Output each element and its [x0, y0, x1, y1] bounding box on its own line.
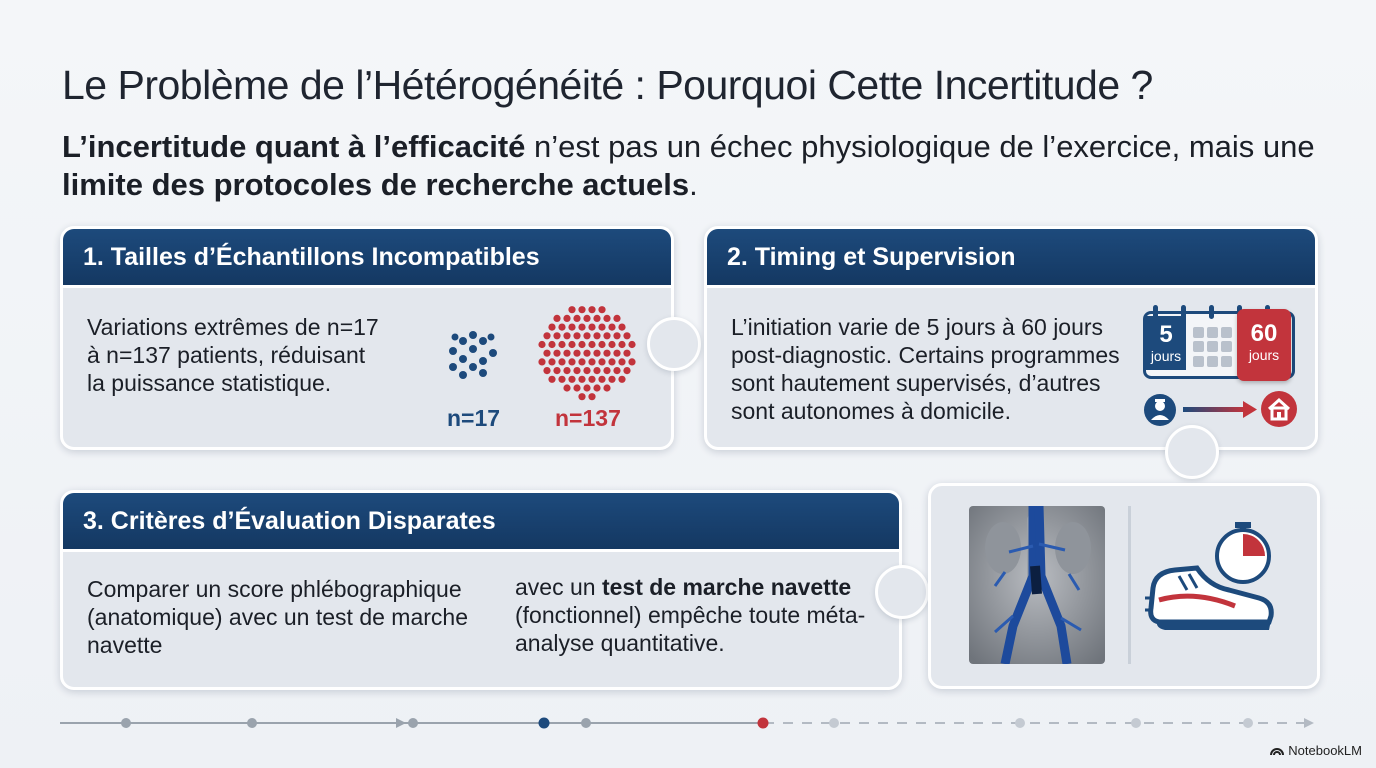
card-evaluation-header: 3. Critères d’Évaluation Disparates: [63, 493, 899, 552]
card-evaluation-text-right: avec un test de marche navette (fonctionnel) empêche toute méta-analyse quantitative.: [515, 574, 866, 656]
home-icon: [1259, 389, 1299, 429]
running-shoe-icon: [1145, 520, 1285, 640]
subtitle-text: n’est pas un échec physiologique de l’exercice, mais une: [525, 129, 1315, 164]
arrow-icon: [1183, 399, 1259, 421]
small-sample-label: n=17: [447, 405, 501, 431]
card-evaluation-text-left: Comparer un score phlébographique (anatomique) avec un test de marche navette: [87, 576, 468, 658]
calendar-icon: [1143, 305, 1293, 379]
large-sample-label: n=137: [555, 405, 621, 431]
card-timing-supervision: [704, 226, 1318, 450]
brand-name: NotebookLM: [1288, 743, 1362, 758]
puzzle-connector: [1165, 425, 1219, 479]
card-timing-text: L’initiation varie de 5 jours à 60 jours post-diagnostic. Certains programmes sont hautement supervisés, d’autres sont autonomes à domicile.: [731, 314, 1120, 424]
page-title: Le Problème de l’Hétérogénéité : Pourquoi Cette Incertitude ?: [62, 62, 1153, 108]
subtitle-bold-lead: L’incertitude quant à l’efficacité: [62, 129, 526, 164]
shuttle-walk-test-emphasis: test de marche navette: [601, 574, 852, 600]
card-outcome-images: [928, 483, 1320, 689]
card-evaluation-criteria: [60, 490, 902, 690]
calendar-end-day: 60 jours: [1237, 309, 1291, 381]
small-sample-dots-icon: [447, 329, 499, 381]
notebooklm-logo-icon: [1270, 746, 1284, 756]
card-sample-sizes-text: Variations extrêmes de n=17 à n=137 patients, réduisant la puissance statistique.: [87, 314, 379, 396]
calendar-start-day: 5 jours: [1146, 316, 1186, 370]
image-divider: [1128, 506, 1131, 664]
page-subtitle: [62, 128, 1322, 204]
card-sample-sizes-header: 1. Tailles d’Échantillons Incompatibles: [63, 229, 671, 288]
subtitle-end: .: [689, 167, 698, 202]
brand-watermark: [1270, 743, 1362, 758]
subtitle-bold-tail: limite des protocoles de recherche actuels: [62, 167, 690, 202]
card-sample-sizes: [60, 226, 674, 450]
card-timing-header: 2. Timing et Supervision: [707, 229, 1315, 288]
puzzle-connector: [647, 317, 701, 371]
progress-timeline: [56, 712, 1320, 734]
large-sample-dots-icon: [535, 299, 639, 403]
doctor-icon: [1143, 393, 1177, 427]
phlebography-image: [969, 506, 1105, 664]
